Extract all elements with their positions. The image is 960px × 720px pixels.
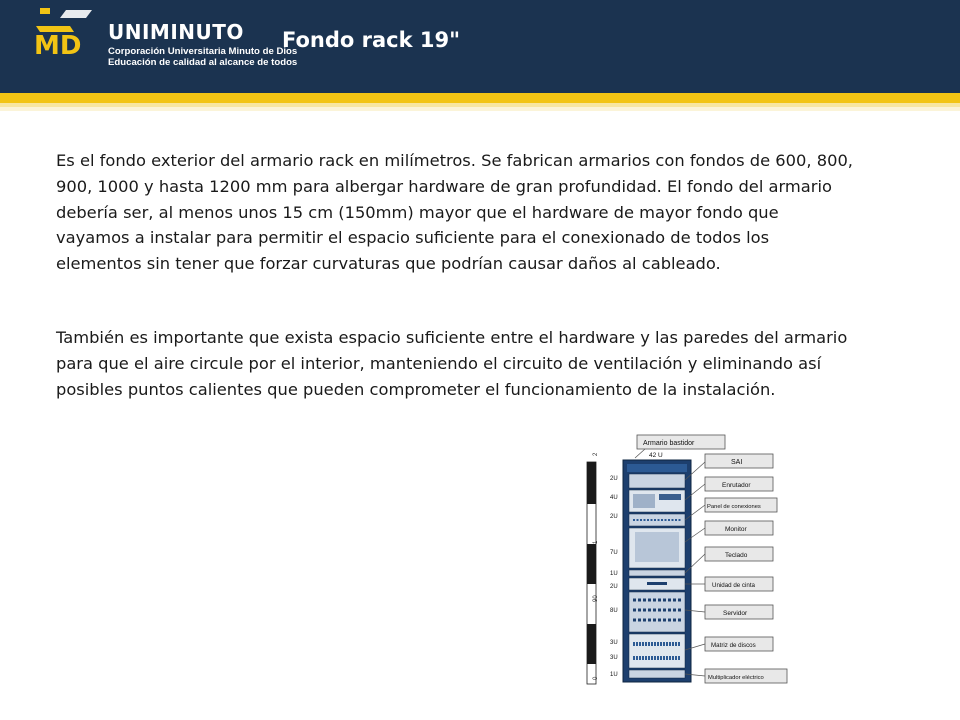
unit-label-5: 1U	[610, 571, 618, 577]
md-logo-icon	[30, 6, 108, 78]
unit-label-4: 7U	[610, 550, 618, 556]
unit-label-3: 2U	[610, 514, 618, 520]
component-label-power-strip: Multiplicador eléctrico	[708, 675, 764, 681]
header-accent-stripe-pale	[0, 107, 960, 111]
component-label-patch-panel: Panel de conexiones	[707, 504, 761, 510]
unit-label-6: 2U	[610, 584, 618, 590]
ruler-label-upper: 1	[593, 540, 599, 544]
unit-label-10: 1U	[610, 672, 618, 678]
uniminuto-logo	[30, 6, 298, 78]
ruler-label-middle: 90	[593, 595, 599, 602]
unit-label-8: 3U	[610, 640, 618, 646]
page-title: Fondo rack 19"	[282, 28, 461, 52]
logo-subtitle-institution: Corporación Universitaria Minuto de Dios	[108, 46, 298, 57]
ruler-label-bottom: 0	[593, 676, 599, 680]
component-label-server: Servidor	[723, 610, 748, 617]
height-ruler	[587, 462, 596, 684]
logo-brand-name: UNIMINUTO	[108, 20, 244, 44]
rack-diagram	[585, 432, 790, 688]
rack-cabinet	[623, 460, 691, 682]
logo-mark-text: MD	[34, 31, 82, 61]
label-capacity: 42 U	[649, 452, 663, 459]
header-accent-stripe	[0, 93, 960, 103]
unit-label-1: 2U	[610, 476, 618, 482]
label-cabinet: Armario bastidor	[643, 440, 695, 447]
ruler-label-top: 2	[593, 452, 599, 456]
component-label-monitor: Monitor	[725, 526, 747, 533]
component-label-sai: SAI	[731, 459, 743, 466]
logo-subtitle-slogan: Educación de calidad al alcance de todos	[108, 57, 298, 68]
component-label-router: Enrutador	[722, 482, 751, 489]
component-label-disk-array: Matriz de discos	[711, 642, 756, 649]
body-paragraph-1: Es el fondo exterior del armario rack en milímetros. Se fabrican armarios con fondos de 600, 800, 900, 1000 y hasta 1200 mm para albergar hardware de gran profundidad. El fondo del armario debería ser, al menos unos 15 cm (150mm) mayor que el hardware de mayor fondo que vayamos a instalar para permitir el espacio suficiente para el conexionado de todos los elementos sin tener que forzar curvaturas que podrían causar daños al cableado.	[56, 151, 853, 274]
component-label-tape-drive: Unidad de cinta	[712, 582, 755, 589]
unit-label-2: 4U	[610, 495, 618, 501]
component-label-keyboard: Teclado	[725, 552, 748, 559]
unit-label-7: 8U	[610, 608, 618, 614]
unit-label-9: 3U	[610, 655, 618, 661]
body-paragraph-2: También es importante que exista espacio suficiente entre el hardware y las paredes del armario para que el aire circule por el interior, manteniendo el circuito de ventilación y eliminando así posibles puntos calientes que pueden comprometer el funcionamiento de la instalación.	[56, 328, 848, 399]
